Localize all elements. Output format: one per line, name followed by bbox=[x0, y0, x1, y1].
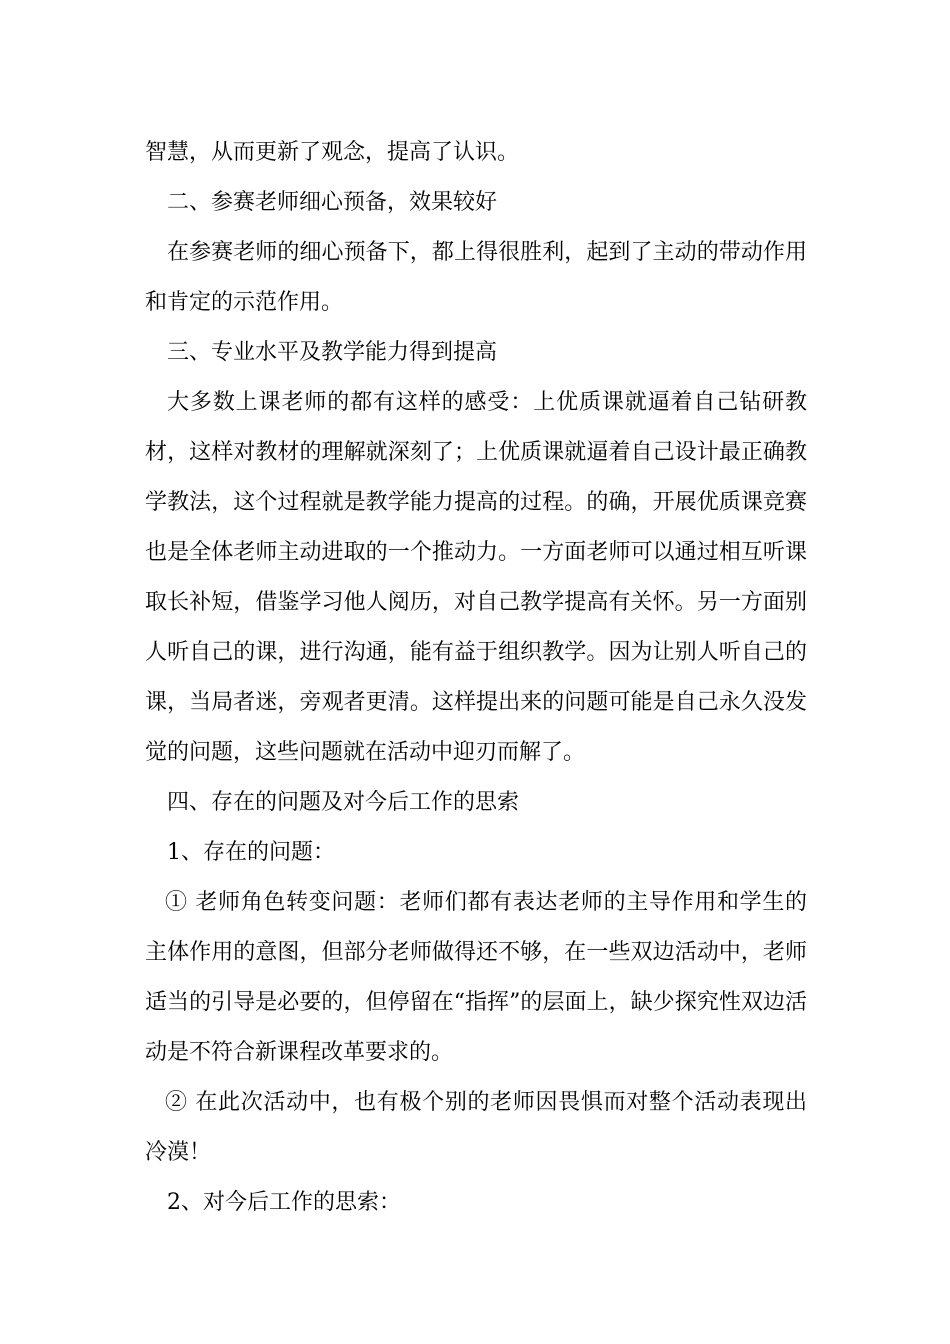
section-heading-2: 二、参赛老师细心预备，效果较好 bbox=[167, 190, 498, 215]
subheading-reflection: 2、对今后工作的思索： bbox=[167, 1190, 401, 1215]
paragraph-section-2: 在参赛老师的细心预备下，都上得很胜利，起到了主动的带动作用和肯定的示范作用。 bbox=[145, 240, 807, 315]
document-body bbox=[145, 128, 807, 1228]
paragraph-continuation: 智慧，从而更新了观念，提高了认识。 bbox=[145, 140, 520, 165]
section-heading-3: 三、专业水平及教学能力得到提高 bbox=[167, 340, 498, 365]
section-heading-4: 四、存在的问题及对今后工作的思索 bbox=[167, 790, 520, 815]
list-item-problem-1: ① 老师角色转变问题：老师们都有表达老师的主导作用和学生的主体作用的意图，但部分老师做得还不够，在一些双边活动中，老师适当的引导是必要的，但停留在“指挥”的层面上，缺少探究性双边活动是不符合新课程改革要求的。 bbox=[145, 890, 807, 1065]
list-item-problem-2: ② 在此次活动中，也有极个别的老师因畏惧而对整个活动表现出冷漠！ bbox=[145, 1090, 807, 1165]
paragraph-section-3: 大多数上课老师的都有这样的感受：上优质课就逼着自己钻研教材，这样对教材的理解就深刻了；上优质课就逼着自己设计最正确教学教法，这个过程就是教学能力提高的过程。的确，开展优质课竞赛也是全体老师主动进取的一个推动力。一方面老师可以通过相互听课取长补短，借鉴学习他人阅历，对自己教学提高有关怀。另一方面别人听自己的课，进行沟通，能有益于组织教学。因为让别人听自己的课，当局者迷，旁观者更清。这样提出来的问题可能是自己永久没发觉的问题，这些问题就在活动中迎刃而解了。 bbox=[145, 390, 807, 765]
subheading-problems: 1、存在的问题： bbox=[167, 840, 335, 865]
